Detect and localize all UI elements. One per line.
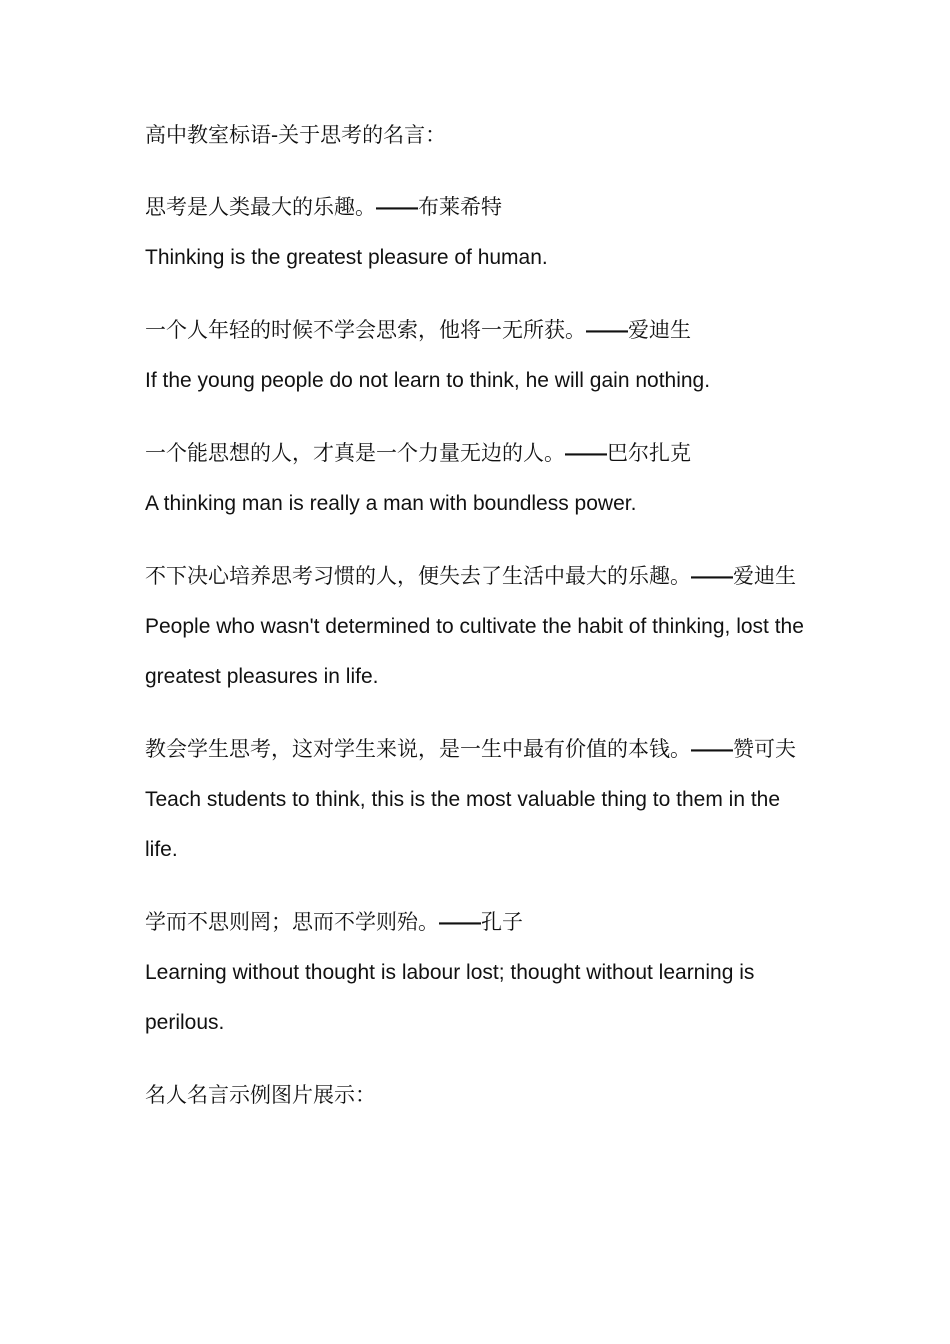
spacer [145, 875, 810, 897]
quote-english: Thinking is the greatest pleasure of human. [145, 246, 548, 269]
quote-block-4 [145, 551, 810, 702]
spacer [145, 283, 810, 305]
spacer [145, 1048, 810, 1070]
document-footer: 名人名言示例图片展示： [145, 1083, 376, 1107]
quote-dash: —— [691, 565, 733, 588]
quote-dash: —— [565, 442, 607, 465]
quote-text: 一个人年轻的时候不学会思索，他将一无所获。 [145, 318, 586, 342]
quote-english: If the young people do not learn to think, he will gain nothing. [145, 369, 711, 392]
quote-block-6 [145, 897, 810, 1048]
document-body [145, 110, 810, 1120]
document-heading: 高中教室标语-关于思考的名言： [145, 123, 447, 147]
quote-text: 不下决心培养思考习惯的人，便失去了生活中最大的乐趣。 [145, 564, 691, 588]
quote-text: 思考是人类最大的乐趣。 [145, 195, 376, 219]
quote-text: 学而不思则罔；思而不学则殆。 [145, 910, 439, 934]
quote-chinese [145, 305, 810, 356]
quote-author: 爱迪生 [628, 318, 691, 342]
quote-dash: —— [376, 196, 418, 219]
quote-block-3 [145, 428, 810, 529]
quote-chinese [145, 724, 810, 775]
quote-english: Teach students to think, this is the most valuable thing to them in the life. [145, 788, 781, 861]
quote-chinese [145, 182, 810, 233]
quote-author: 巴尔扎克 [607, 441, 691, 465]
quote-dash: —— [691, 738, 733, 761]
quote-text: 一个能思想的人，才真是一个力量无边的人。 [145, 441, 565, 465]
quote-author: 孔子 [481, 910, 523, 934]
quote-author: 赞可夫 [733, 737, 796, 761]
quote-text: 教会学生思考，这对学生来说，是一生中最有价值的本钱。 [145, 737, 691, 761]
quote-english: A thinking man is really a man with boundless power. [145, 492, 637, 515]
quote-dash: —— [586, 319, 628, 342]
spacer [145, 406, 810, 428]
spacer [145, 702, 810, 724]
quote-author: 布莱希特 [418, 195, 502, 219]
quote-english: People who wasn't determined to cultivate the habit of thinking, lost the greatest pleasures in life. [145, 615, 804, 688]
quote-block-5 [145, 724, 810, 875]
quote-chinese [145, 897, 810, 948]
quote-english: Learning without thought is labour lost; thought without learning is perilous. [145, 961, 755, 1034]
quote-block-2 [145, 305, 810, 406]
quote-chinese [145, 551, 810, 602]
quote-dash: —— [439, 911, 481, 934]
quote-chinese [145, 428, 810, 479]
quote-author: 爱迪生 [733, 564, 796, 588]
spacer [145, 160, 810, 182]
quote-block-1 [145, 182, 810, 283]
spacer [145, 529, 810, 551]
